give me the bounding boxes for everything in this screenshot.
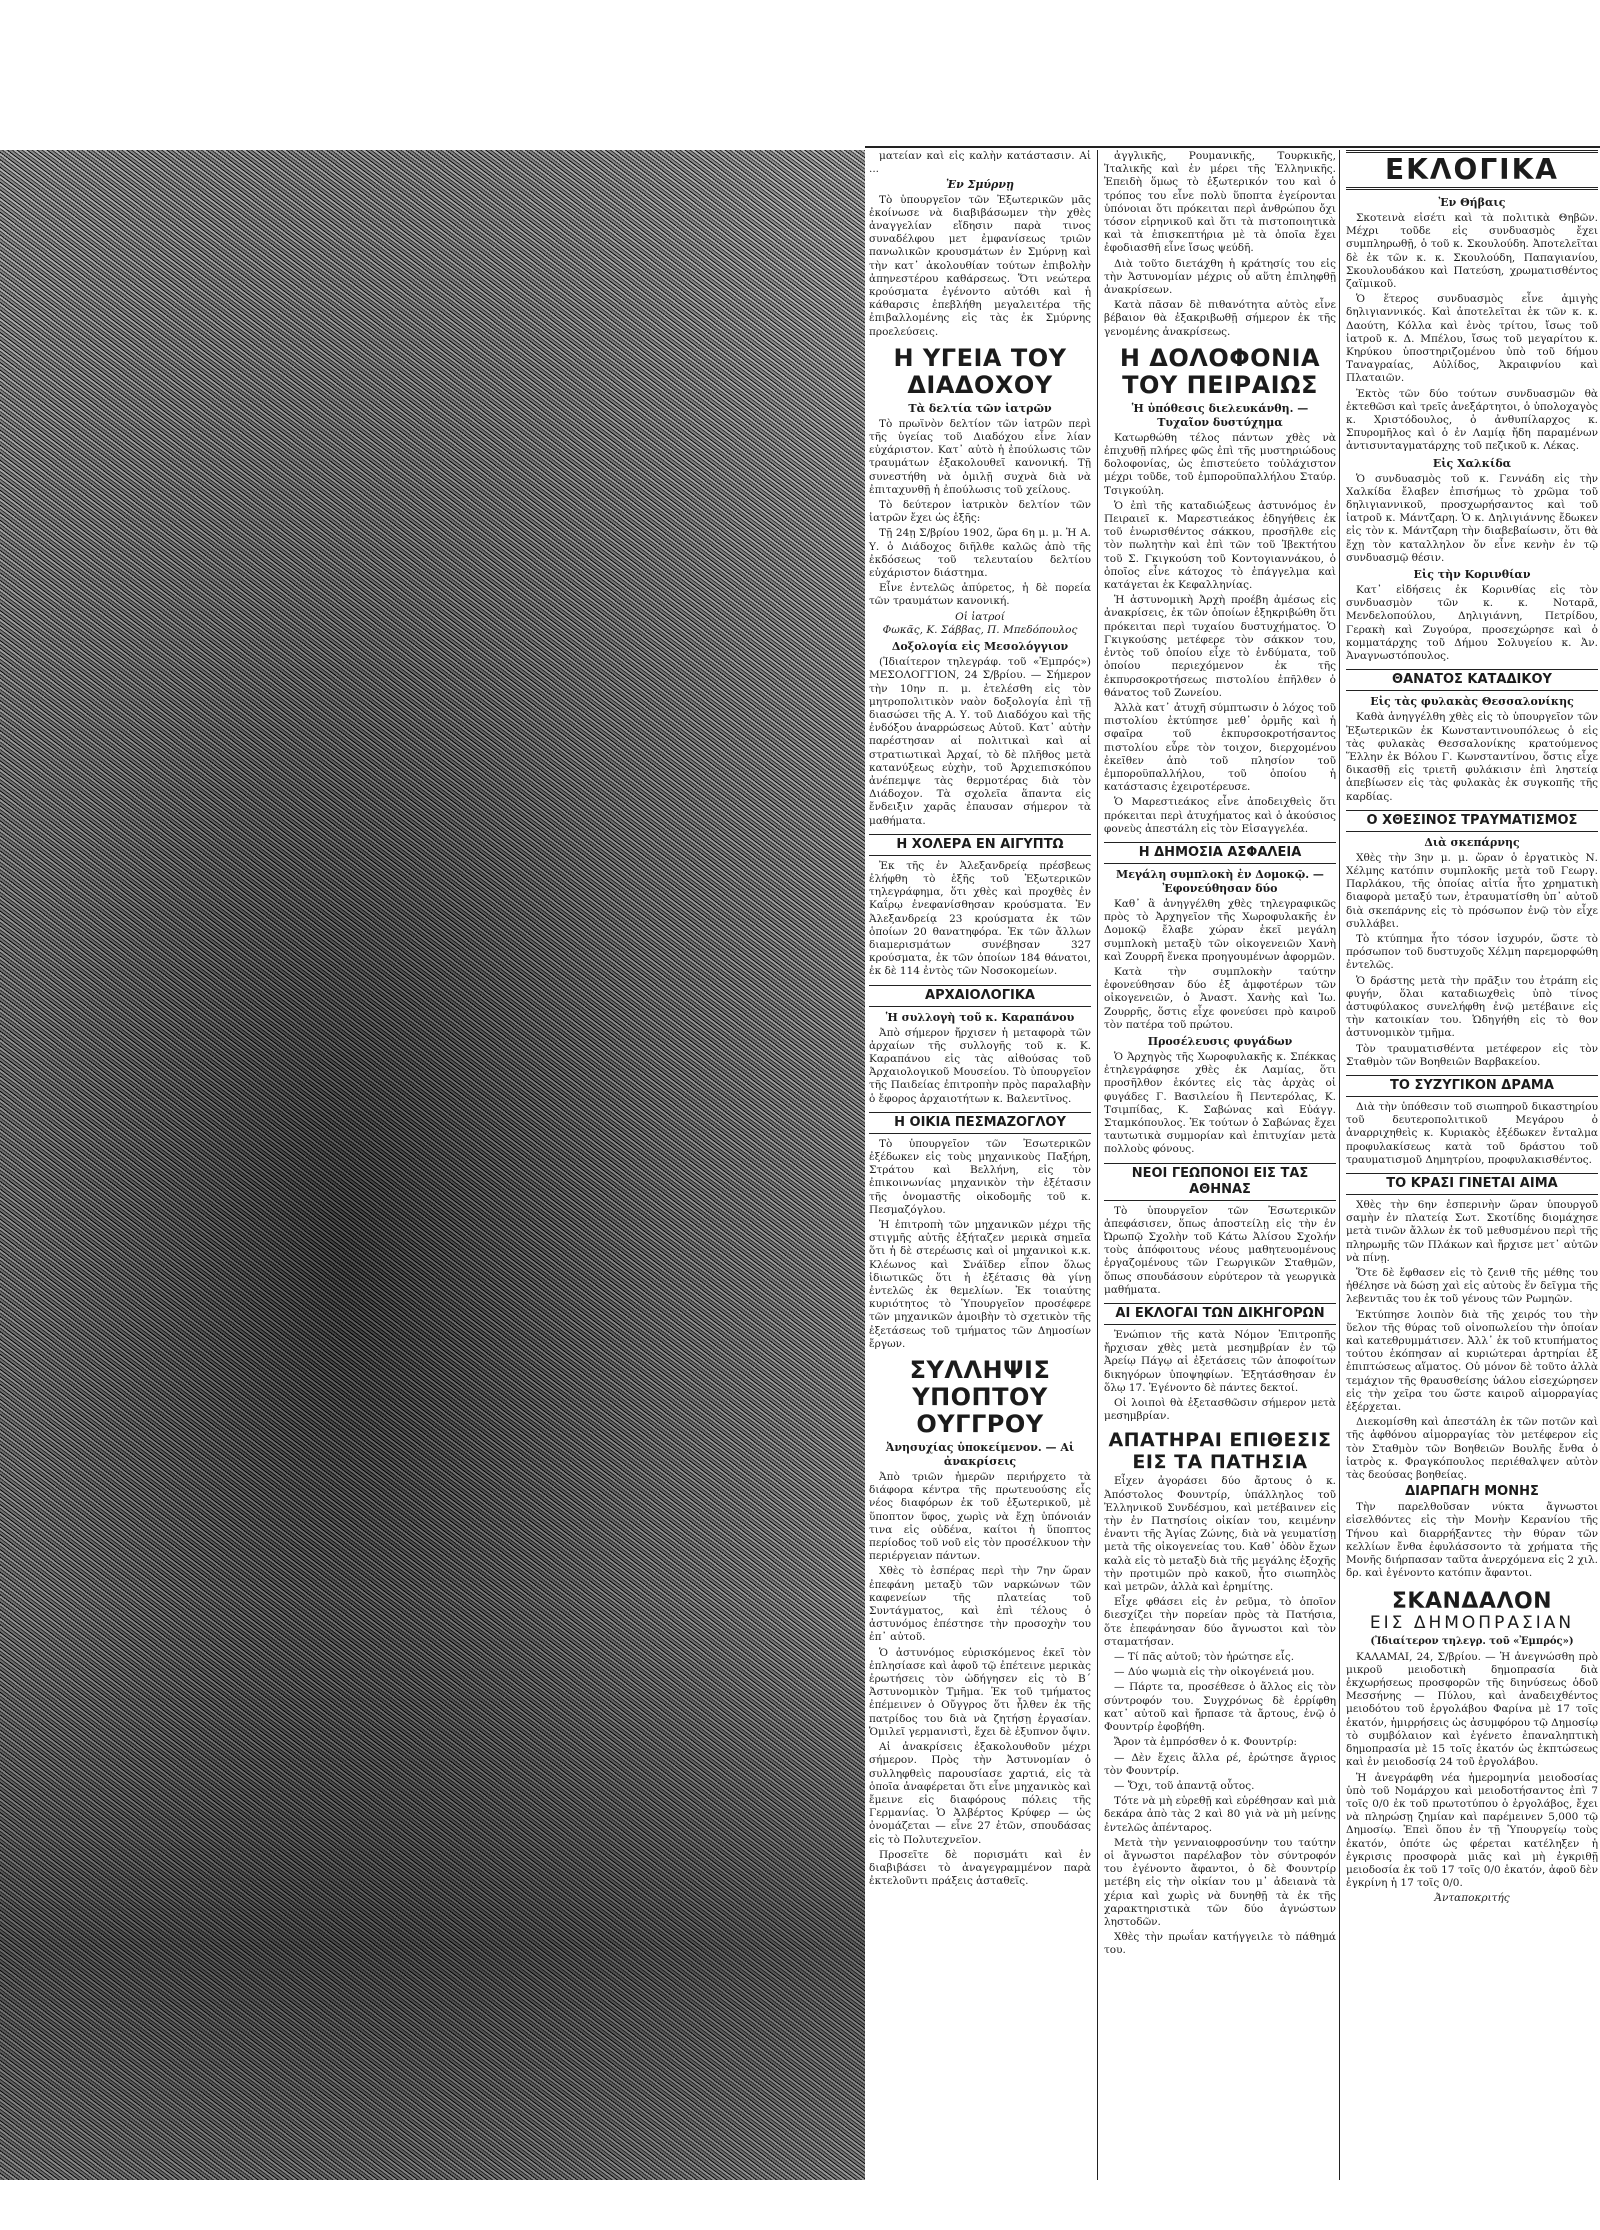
headline-scandal: ΣΚΑΝΔΑΛΟΝ: [1391, 1589, 1553, 1615]
sig-doctors-names: Φωκᾶς, Κ. Σάββας, Π. Μπεδόπουλος: [882, 623, 1078, 636]
c2-b1-0: Κατωρθώθη τέλος πάντων χθὲς νὰ ἐπιχυθῇ πλήρες φῶς ἐπὶ τῆς μυστηριώδους δολοφονίας, ὡς ἐπιστεύετο τοὐλάχιστον μέχρι τοῦδε, τοῦ ἐμποροϋπαλλήλου Σταύρ. Τσιγκούλη.: [1104, 431, 1336, 497]
headline-archaeology: ΑΡΧΑΙΟΛΟΓΙΚΑ: [869, 985, 1091, 1007]
c2-b6-9: Μετὰ τὴν γενναιοφροσύνην του ταύτην οἱ ἄγνωστοι παρέλαβον τὸν σύντροφόν του ἐγένοντο ἄφαντοι, ὁ δὲ Φουντρίρ μετέβη εἰς τὴν οἰκίαν του μ᾿ ἀδειανὰ τὰ χέρια καὶ χωρὶς νὰ δυνηθῇ τὰ ἐκ τῆς χαρακτηριστικὰ τῶν δύο ἀγνώστων ληστοδῶν.: [1104, 1836, 1336, 1928]
c2-b5-0: Ἐνώπιον τῆς κατὰ Νόμον Ἐπιτροπῆς ἤρχισαν χθὲς μετὰ μεσημβρίαν ἐν τῷ Ἀρείῳ Πάγῳ αἱ ἐξετάσεις τῶν ἀποφοίτων δικηγόρων ὑποψηφίων. Ἐξητάσθησαν ἐν ὅλῳ 17. Ἐγένοντο δὲ πάντες δεκτοί.: [1104, 1329, 1336, 1394]
c3-b1-1: Ὁ ἕτερος συνδυασμὸς εἶνε ἀμιγὴς δηλιγιαννικός. Καὶ ἀποτελεῖται ἐκ τῶν κ. κ. Δαούτη, Κόλλα καὶ ἑνὸς τρίτου, ἴσως τοῦ ἰατροῦ κ. Δ. Μπέλου, ἴσως τοῦ μεγαρίτου κ. Κηρύκου ὑποστηριζομένου ὑπὸ τοῦ δήμου Ταναγραίας, Αὐλίδος, Ἀκραιφνίου καὶ Πλαταιῶν.: [1346, 293, 1598, 385]
sig-correspondent: Ἀνταποκριτής: [1434, 1892, 1510, 1905]
c1-b1-2: Τῇ 24ῃ Σ/βρίου 1902, ὥρα 6η μ. μ. Ἡ Α. Υ. ὁ Διάδοχος διῆλθε καλῶς ἀπὸ τῆς ἐκδόσεως τοῦ τελευταίου δελτίου εὐχάριστον διάστημα.: [869, 527, 1091, 580]
c1-b1-0: Τὸ πρωϊνὸν δελτίον τῶν ἰατρῶν περὶ τῆς ὑγείας τοῦ Διαδόχου εἶνε λίαν εὐχάριστον. Κατ᾿ αὐτὸ ἡ ἐπούλωσις τῶν τραυμάτων ἐξακολουθεῖ κανονική. Τῇ συνεστήθη νὰ ὁμιλῇ συχνὰ διὰ νὰ ἐπιταχυνθῇ ἡ ἐπούλωσις τοῦ χείλους.: [869, 417, 1091, 496]
c2-b1-1: Ὁ ἐπὶ τῆς καταδιώξεως ἀστυνόμος ἐν Πειραιεῖ κ. Μαρεστιεάκος ἐδηγήθεις ἐκ τοῦ ἐνωρισθέντος σάκκου, προσῆλθε εἰς τὸν πωλητὴν καὶ ἐπὶ τῶν τοῦ Ἰβεκτήτου τοῦ Σ. Γκιγκούση τοῦ Κοντογιαννάκου, ὁ ὁποῖος εἶνε κάτοχος τὸ ἐπάγγελμα καὶ κατάγεται ἐκ Κεφαλληνίας.: [1104, 499, 1336, 592]
c1-b6-2: Ὁ ἀστυνόμος εὐρισκόμενος ἐκεῖ τὸν ἐπλησίασε καὶ ἀφοῦ τῷ ἐπέτεινε μερικὰς ἐρωτήσεις τὸν ὡδήγησεν εἰς τὸ Β΄ Ἀστυνομικὸν Τμῆμα. Ἐκ τοῦ τμήματος ἐπέμεινεν ὁ Οὔγγρος ὅτι ἦλθεν ἐκ τῆς πατρίδος του διὰ νὰ ζητήσῃ ἐργασίαν. Ὁμιλεῖ γερμανιστὶ, ἔχει δὲ ἐξυπνον ὄψιν.: [869, 1646, 1091, 1738]
c3-b7-1: Ὅτε δὲ ἔφθασεν εἰς τὸ ζενιθ τῆς μέθης του ἠθέλησε νὰ δώσῃ χαὶ εἰς αὐτοὺς ἕν δεῖγμα τῆς λεβεντιᾶς του ἐκ τοῦ γένους τῶν Ρωμηῶν.: [1346, 1267, 1598, 1306]
c1-intro-0: ματείαν καὶ εἰς καλὴν κατάστασιν. Αἱ ...: [869, 150, 1091, 176]
newspaper-page: [865, 150, 1600, 2180]
headline-convict-death: ΘΑΝΑΤΟΣ ΚΑΤΑΔΙΚΟΥ: [1346, 669, 1598, 691]
headline-wounding: Ο ΧΘΕΣΙΝΟΣ ΤΡΑΥΜΑΤΙΣΜΟΣ: [1346, 810, 1598, 832]
column-3: [1339, 150, 1600, 2180]
c1-intro-sub: Ἐν Σμύρνῃ: [946, 178, 1014, 192]
c1-b6-4: Προσεῖτε δὲ πορισμάτι καὶ ἐν διαβιβάσει τὸ ἀναγεγραμμένον παρὰ ἐκτελοῦντι πράξεις ἀσταθεῖς.: [869, 1848, 1091, 1888]
headline-lawyers: ΑΙ ΕΚΛΟΓΑΙ ΤΩΝ ΔΙΚΗΓΟΡΩΝ: [1104, 1303, 1336, 1325]
c2-b6-10: Χθὲς τὴν πρωΐαν κατήγγειλε τὸ πάθημά του.: [1104, 1931, 1336, 1957]
c2-b6-1: Εἶχε φθάσει εἰς ἐν ρεῦμα, τὸ ὁποῖον διεσχίζει τὴν πορείαν πρὸς τὰ Πατήσια, ὅτε ἐπεφάνησαν δύο ἄγνωστοι καὶ τὸν σταματήσαν.: [1104, 1596, 1336, 1648]
c1-b3-0: Ἐκ τῆς ἐν Ἀλεξανδρείᾳ πρέσβεως ἐλήφθη τὸ ἑξῆς τοῦ Ἐξωτερικῶν τηλεγράφημα, ὅτι χθὲς καὶ προχθὲς ἐν Καΐρῳ ἐνεφανίσθησαν κρούσματα. Ἐν Ἀλεξανδρείᾳ 23 κρούσματα ἐκ τῶν ὁποίων 20 θανατηφόρα. Ἐκ τῶν ἄλλων διαμερισμάτων συνέβησαν 327 κρούσματα, ἐκ τῶν ὁποίων 184 θάνατοι, ἐκ δὲ 114 ἐντὸς τῶν Νοσοκομείων.: [869, 859, 1091, 978]
column-1: [865, 150, 1097, 2180]
sub-health: Τὰ δελτία τῶν ἰατρῶν: [908, 401, 1052, 415]
c2-b2-0: Καθ᾿ ἃ ἀνηγγέλθη χθὲς τηλεγραφικῶς πρὸς τὸ Ἀρχηγεῖον τῆς Χωροφυλακῆς ἐν Δομοκῷ ἔλαβε χώραν ἐκεῖ μεγάλη συμπλοκὴ μεταξὺ τῶν οἰκογενειῶν Χανὴ καὶ Ζουρρῆ ἕνεκα προηγουμένων ἀφορμῶν.: [1104, 897, 1336, 963]
sig-doctors: Οἱ ἰατροί: [955, 610, 1005, 623]
c3-b4-0: Καθὰ ἀνηγγέλθη χθὲς εἰς τὸ ὑπουργεῖον τῶν Ἐξωτερικῶν ἐκ Κωνσταντινουπόλεως ὁ εἰς τὰς φυλακὰς Θεσσαλονίκης κρατούμενος Ἕλλην ἐκ Βόλου Γ. Κωνσταντίνου, ὅστις εἶχε δικασθῇ εἰς τριετῆ φυλάκισιν ἐπὶ ληστείᾳ ἀπεβίωσεν εἰς τὰς φυλακὰς ἐκ συγκοπῆς τῆς καρδίας.: [1346, 711, 1598, 803]
c1-intro-2: Τὸ ὑπουργεῖον τῶν Ἐξωτερικῶν μᾶς ἐκοίνωσε νὰ διαβιβάσωμεν τὴν χθὲς ἀναγγελίαν εἴδησιν παρὰ τινος συναδέλφου μετ ἐμφανίσεως τριῶν πανωλικῶν κρουσμάτων ἐν Σμύρνῃ καὶ τὴν κατ᾿ ἀκολουθίαν τούτων ἐπιβολὴν ἀπηνεστέρου καθάρσεως. Ὅτι νεώτερα κρούσματα ἐγένοντο αὐτόθι καὶ ἡ κάθαρσις ἐπεβλήθη μεγαλειτέρα τῆς ἐπιβαλλομένης εἰς τὰς ἐκ Σμύρνης προελεύσεις.: [869, 193, 1091, 338]
headline-monastery: ΔΙΑΡΠΑΓΗ ΜΟΝΗΣ: [1405, 1484, 1539, 1500]
headline-pesmazoglou: Η ΟΙΚΙΑ ΠΕΣΜΑΖΟΓΛΟΥ: [869, 1112, 1091, 1134]
c2-b6-2: — Τί πᾶς αὐτοῦ; τὸν ἠρώτησε εἷς.: [1114, 1651, 1295, 1664]
c3-b6-0: Διὰ τὴν ὑπόθεσιν τοῦ σιωπηροῦ δικαστηρίου τοῦ δευτεροπολιτικοῦ Μεγάρου ὁ ἀναρριχηθεὶς κ. Κυριακὸς ἐξέδωκεν ἔνταλμα προφυλακίσεως κατὰ τοῦ δράστου τοῦ τραυματισμοῦ Δημητρίου, προφυλακισθέντος.: [1346, 1100, 1598, 1166]
c2-b5-1: Οἱ λοιποὶ θὰ ἐξετασθῶσιν σήμερον μετὰ μεσημβρίαν.: [1104, 1397, 1336, 1423]
c2-b4-0: Τὸ ὑπουργεῖον τῶν Ἐσωτερικῶν ἀπεφάσισεν, ὅπως ἀποστείλῃ εἰς τὴν ἐν Ὠρωπῷ Σχολὴν τοῦ Κάτω Ἀλίσου Σχολήν τοὺς ἀπόφοιτους νέους μαθητευομένους ἐργαζομένους τῶν Γεωργικῶν Σταθμῶν, ὅπως σπουδάσουν εὐρύτερον τὰ γεωργικὰ μαθήματα.: [1104, 1204, 1336, 1296]
headline-patisia: ΑΠΑΤΗΡΑΙ ΕΠΙΘΕΣΙΣ ΕΙΣ ΤΑ ΠΑΤΗΣΙΑ: [1108, 1429, 1332, 1474]
sub-fugitives: Προσέλευσις φυγάδων: [1147, 1034, 1293, 1048]
c1-b6-3: Αἱ ἀνακρίσεις ἐξακολουθοῦν μέχρι σήμερον. Πρὸς τὴν Ἀστυνομίαν ὁ συλληφθεὶς παρουσίασε χαρτιά, εἰς τὰ ὁποῖα ἀναφέρεται ὅτι εἶνε μηχανικὸς καὶ ἔμεινε εἰς διαφόρους πόλεις τῆς Γερμανίας. Ὁ Ἀλβέρτος Κρύφερ — ὡς ὀνομάζεται — εἶνε 27 ἐτῶν, σπουδάσας εἰς τὸ Πολυτεχνεῖον.: [869, 1741, 1091, 1846]
sub-axe: Διὰ σκεπάρνης: [1424, 835, 1520, 849]
scan-shadow: [0, 1600, 865, 2180]
c2-b2-1: Κατὰ τὴν συμπλοκὴν ταύτην ἐφονεύθησαν δύο ἐξ ἀμφοτέρων τῶν οἰκογενειῶν, ὁ Ἀναστ. Χανὴς καὶ Ἰω. Ζουρρῆς, ὅστις εἶχε φονεύσει πρὸ καιροῦ τὸν πατέρα τοῦ πρώτου.: [1104, 965, 1336, 1031]
c3-b1-2: Ἐκτὸς τῶν δύο τούτων συνδυασμῶν θὰ ἐκτεθῶσι καὶ τρεῖς ἀνεξάρτητοι, ὁ ὑπολοχαγὸς κ. Χριστόδουλος, ὁ ἀνθυπίλαρχος κ. Σπυρομῆλος καὶ ὁ ἐν Λαμίᾳ ἤδη παραμένων ἀντισυνταγματάρχης τοῦ πεζικοῦ κ. Λέκας.: [1346, 387, 1598, 453]
c2-b1-4: Ὁ Μαρεστιεάκος εἶνε ἀποδειχθεὶς ὅτι πρόκειται περὶ ἀτυχήματος καὶ ὁ ἀκούσιος φονεὺς ἀπεστάλη εἰς τὸν Εἰσαγγελέα.: [1104, 796, 1336, 835]
c3-b3-0: Κατ᾿ εἰδήσεις ἐκ Κορινθίας εἰς τὸν συνδυασμὸν τῶν κ. κ. Νοταρᾶ, Μενδελοπούλου, Δηλιγιάννη, Πετρίδου, Γερακὴ καὶ Ζυγούρα, προσεχώρησε καὶ ὁ κομματάρχης τοῦ Δήμου Σολυγείου κ. Ἀν. Ἀναγνωστόπουλος.: [1346, 584, 1598, 663]
headline-wine: ΤΟ ΚΡΑΣΙ ΓΙΝΕΤΑΙ ΑΙΜΑ: [1346, 1173, 1598, 1195]
c2-intro-0: ἀγγλικῆς, Ρουμανικῆς, Τουρκικῆς, Ἰταλικῆς καὶ ἐν μέρει τῆς Ἑλληνικῆς. Ἐπειδὴ ὅμως τὸ ἐξωτερικόν του καὶ ὁ τρόπος του εἶνε πολὺ ὕποπτα ἐγείρονται ὑπόνοιαι ὅτι πρόκειται περὶ ἀνθρώπου ὄχι τόσον εἰρηνικοῦ καὶ ὅτι τὰ πιστοποιητικὰ καὶ τὰ ἐπισκεπτήρια μὲ τὰ ὁποῖα ἔχει ἐφοδιασθῆ εἶνε ἴσως ψεύδῆ.: [1104, 150, 1336, 255]
c3-b1-0: Σκοτεινὰ εἰσέτι καὶ τὰ πολιτικὰ Θηβῶν. Μέχρι τοῦδε εἰς συνδυασμὸς ἔχει συμπληρωθῇ, ὁ τοῦ κ. Σκουλούδη. Ἀποτελεῖται δὲ ἐκ τῶν κ. κ. Σκουλούδη, Παπαγιανίου, Σκουλουδάκου καὶ Πατεύση, χρωματισθέντος ζαϊμικοῦ.: [1346, 212, 1598, 291]
headline-arrest: ΣΥΛΛΗΨΙΣ ΥΠΟΠΤΟΥ ΟΥΓΓΡΟΥ: [909, 1356, 1051, 1439]
c3-b5-3: Τὸν τραυματισθέντα μετέφερον εἰς τὸν Σταθμὸν τῶν Βοηθειῶν Βαρβακείου.: [1346, 1042, 1598, 1068]
c1-b6-0: Ἀπὸ τριῶν ἡμερῶν περιήρχετο τὰ διάφορα κέντρα τῆς πρωτευούσης εἷς νέος διαφόρων ἐκ τοῦ ἐξωτερικοῦ, μὲ ὕποπτον ὕφος, χωρὶς νὰ ἔχῃ ὑπόνοιάν τινα εἰς οὐδένα, καίτοι ἡ ὕποπτος περίοδος τοῦ νοῦ εἰς τὸν προσέλκυον τὴν περιέργειαν πάντων.: [869, 1471, 1091, 1563]
c1-b1-1: Τὸ δεύτερον ἰατρικὸν δελτίον τῶν ἰατρῶν ἔχει ὡς ἑξῆς:: [869, 499, 1091, 525]
c2-b6-4: — Πάρτε τα, προσέθεσε ὁ ἄλλος εἰς τὸν σύντροφόν του. Συγχρόνως δὲ ἐρρίφθη κατ᾿ αὐτοῦ καὶ ἤρπασε τὰ ἄρτους, ἐνῷ ὁ Φουντρίρ ἐφοβήθη.: [1104, 1681, 1336, 1734]
c1-b1-3: Εἶνε ἐντελῶς ἀπύρετος, ἡ δὲ πορεία τῶν τραυμάτων κανονική.: [869, 582, 1091, 608]
c2-intro-1: Διὰ τοῦτο διετάχθη ἡ κράτησίς του εἰς τὴν Ἀστυνομίαν μέχρις οὗ αὕτη ἐπιληφθῇ ἀνακρίσεων.: [1104, 257, 1336, 297]
c2-b1-3: Ἀλλὰ κατ᾿ ἀτυχῆ σύμπτωσιν ὁ λόχος τοῦ πιστολίου ἐκτύπησε μεθ᾿ ὁρμῆς καὶ ἡ σφαῖρα τοῦ ἐκπυρσοκροτήσαντος πιστολίου εὗρε τὸν τοιχον, διερχομένου ἐκεῖθεν ἀπὸ τοῦ πλησίον τοῦ ἐμποροϋπαλλήλου, τοῦ ὁποίου ἡ κατάστασις ἐχειροτέρευσε.: [1104, 701, 1336, 794]
sub-arrest: Ἀνησυχίας ὑποκείμενον. — Αἱ ἀνακρίσεις: [885, 1441, 1075, 1469]
headline-piraeus: Η ΔΟΛΟΦΟΝΙΑ ΤΟΥ ΠΕΙΡΑΙΩΣ: [1119, 343, 1321, 399]
c2-b1-2: Ἡ ἀστυνομικὴ Ἀρχὴ προέβη ἀμέσως εἰς ἀνακρίσεις, ἐκ τῶν ὁποίων ἐξηκριβώθη ὅτι πρόκειται περὶ τυχαίου δυστυχήματος. Ὁ Γκιγκούσης μετέφερε τὸν σάκκον του, ἐντὸς τοῦ ὁποίου εἶχε τὸ ἐνδύματα, τοῦ ὁποίου περιεχόμενον ἐκ τῆς ἐκπυρσοκροτήσεως πιστολίου ἐπῆλθεν ὁ θάνατος τοῦ Ζωνείου.: [1104, 594, 1336, 699]
sub-domokos: Μεγάλη συμπλοκὴ ἐν Δομοκῷ. — Ἐφονεύθησαν δύο: [1116, 867, 1324, 895]
c3-b2-0: Ὁ συνδυασμὸς τοῦ κ. Γεννάδη εἰς τὴν Χαλκίδα ἔλαβεν ἐπισήμως τὸ χρῶμα τοῦ δηλιγιαννικοῦ, προσχωρήσαντος καὶ τοῦ ἰατροῦ κ. Μάντζαρη. Ὁ κ. Δηλιγιάννης ἔδωκεν εἰς τὸν κ. Μάντζαρη τὴν διαβεβαίωσιν, ὅτι θὰ ἔχῃ τὸν καταλληλον ὅν εἶνε κενὴν ἐν τῷ συνδυασμῷ θέσιν.: [1346, 472, 1598, 564]
headline-scandal-sub: ΕΙΣ ΔΗΜΟΠΡΑΣΙΑΝ: [1369, 1613, 1575, 1634]
c3-b5-0: Χθὲς τὴν 3ην μ. μ. ὥραν ὁ ἐργατικὸς Ν. Χέλμης κατόπιν συμπλοκῆς μετὰ τοῦ Γεωργ. Παρλάκου, τῆς ὁποίας αἰτία ἦτο χρηματικὴ διαφορὰ μεταξύ των, ἐτραυματίσθη ὑπ᾿ αὐτοῦ διὰ σκεπάρνης εἰς τὸ πρόσωπον ἐνῷ τὸν εἶχε συλλάβει.: [1346, 851, 1598, 930]
c3-b7-3: Διεκομίσθη καὶ ἀπεστάλη ἐκ τῶν ποτῶν καὶ τῆς ἀφθόνου αἱμορραγίας τὸν μετέφερον εἰς τὸν Σταθμὸν τῶν Βοηθειῶν Βουλῆς ἔνθα ὁ ἰατρὸς κ. Φραγκόπουλος περιέθαλψεν αὐτὸν τὰς δεούσας βοηθείας.: [1346, 1416, 1598, 1482]
c2-b6-3: — Δύο ψωμιὰ εἰς τὴν οἰκογένειά μου.: [1114, 1666, 1315, 1679]
headline-cholera: Η ΧΟΛΕΡΑ ΕΝ ΑΙΓΥΠΤΩ: [869, 834, 1091, 856]
c3-b8-0: Τὴν παρελθοῦσαν νύκτα ἄγνωστοι εἰσελθόντες εἰς τὴν Μονὴν Κερανίου τῆς Τήνου καὶ διαρρήξαντες τὴν θύραν τῶν κελλίων ἔνθα ἐφυλάσσοντο τὰ χρήματα τῆς Μονῆς διήρπασαν ταῦτα ἀνερχόμενα εἰς 2 χιλ. δρ. καὶ ἐγένοντο κατόπιν ἄφαντοι.: [1346, 1501, 1598, 1580]
sub-thessaloniki: Εἰς τὰς φυλακὰς Θεσσαλονίκης: [1370, 695, 1574, 709]
c3-b9-2: Ἡ ἀνεγράφθη νέα ἡμερομηνία μειοδοσίας ὑπὸ τοῦ Νομάρχου καὶ μειοδοτήσαντος ἐπὶ 7 τοῖς 0/0 ἐκ τοῦ πρωτοτύπου ὁ ἐργολάβος, ἔχει νὰ πληρώσῃ ζημίαν καὶ παρέμεινεν 5,000 τῷ Δημοσίῳ. Ἐπεὶ ὅπου ἐν τῇ Ὑπουργείῳ τοὺς ἑκατόν, ὁπότε ὡς φέρεται κατέληξεν ἡ ἐγκρισις προσφορὰ μιᾶς καὶ μὴ ἐγκριθῇ μειοδοσία ἐκ τοῦ 17 τοῖς 0/0 ἑκατόν, ἀφοῦ δὲν ἐγκρίνη ἡ 17 τοῖς 0/0.: [1346, 1771, 1598, 1890]
c3-b9-1: ΚΑΛΑΜΑΙ, 24, Σ/βρίου. — Ἡ ἀνεγνώσθη πρὸ μικροῦ μειοδοτικὴ δημοπρασία διὰ ἐκχωρήσεως προσφορῶν τῆς διηνύσεως ὁδοῦ Μεσσήνης — Πύλου, καὶ ἀναδειχθέντος μειοδότου τοῦ ἐργολάβου Φαρίνα μὲ 17 τοῖς ἑκατόν, ἡμιρρήσεις ὡς ἀσυμφόρου τῷ Δημοσίῳ τὸ συμβόλαιον καὶ ἐγένετο ἐπαναληπτικὴ δημοπρασία μὲ 15 τοῖς ἑκατόν ὡς ἐκπτώσεως καὶ ἐν μειοδοσίᾳ 24 τοῦ ἐργολάβου.: [1346, 1650, 1598, 1769]
c1-b4-0: Ἀπὸ σήμερον ἤρχισεν ἡ μεταφορὰ τῶν ἀρχαίων τῆς συλλογῆς τοῦ κ. Κ. Καραπάνου εἰς τὰς αἰθούσας τοῦ Ἀρχαιολογικοῦ Μουσείου. Τὸ ὑπουργεῖον τῆς Παιδείας ἐπιτροπὴν πρὸς παραλαβὴν ὁ ἔφορος ἀρχαιοτήτων κ. Βαλεντῖνος.: [869, 1026, 1091, 1105]
headline-agronomists: ΝΕΟΙ ΓΕΩΠΟΝΟΙ ΕΙΣ ΤΑΣ ΑΘΗΝΑΣ: [1104, 1163, 1336, 1201]
headline-drama: ΤΟ ΣΥΖΥΓΙΚΟΝ ΔΡΑΜΑ: [1346, 1075, 1598, 1097]
column-2: [1097, 150, 1342, 2180]
top-rule: [865, 146, 1600, 148]
c2-b3-0: Ὁ Ἀρχηγὸς τῆς Χωροφυλακῆς κ. Σπέκκας ἐτηλεγράφησε χθὲς ἐκ Λαμίας, ὅτι προσῆλθον ἑκόντες εἰς τὰς ἀρχὰς οἱ φυγάδες Γ. Βασιλείου ἢ Πεντερόλας, Κ. Τσιμπίδας, Κ. Σαβώνας καὶ Εὐάγγ. Σταμκόπουλος. Ἐκ τούτων ὁ Σαβώνας ἔχει ταυτωτικὰ συμμορίαν καὶ ἐπιτυχίαν μετὰ πολλοὺς φόνους.: [1104, 1050, 1336, 1156]
c2-b6-6: — Δὲν ἔχεις ἄλλα ρέ, ἐρώτησε ἄγριος τὸν Φουντρίρ.: [1104, 1751, 1336, 1777]
headline-health: Η ΥΓΕΙΑ ΤΟΥ ΔΙΑΔΟΧΟΥ: [893, 343, 1067, 399]
c1-b2-0: (Ἰδιαίτερον τηλεγράφ. τοῦ «Ἐμπρός») ΜΕΣΟΛΟΓΓΙΟΝ, 24 Σ/βρίου. — Σήμερον τὴν 10ην π. μ. ἐτελέσθη εἰς τὸν μητροπολιτικὸν ναὸν δοξολογία ἐπὶ τῇ διασώσει τῆς Α. Υ. τοῦ Διαδόχου καὶ τῆς ἐνδόξου ἀναρρώσεως Αὐτοῦ. Κατ᾿ αὐτὴν παρέστησαν αἱ πολιτικαὶ καὶ αἱ στρατιωτικαὶ Ἀρχαί, τὸ δὲ πλῆθος μετὰ κατανύξεως εὐχὴν, τοῦ Ἀρχιεπισκόπου ἀνέπεμψε τὰς θερμοτέρας διὰ τὸν Διάδοχον. Τὰ σχολεῖα ἅπαντα εἰς ἔνδειξιν χαρᾶς ἐπαυσαν σήμερον τὰ μαθήματα.: [869, 656, 1091, 827]
c1-b5-1: Ἡ ἐπιτροπὴ τῶν μηχανικῶν μέχρι τῆς στιγμῆς αὐτῆς ἐξήταζεν μερικὰ σημεῖα ὅτι ἡ δὲ στερέωσις καὶ οἱ μηχανικοὶ κ.κ. Κλέωνος καὶ Σνάϊδερ εἶπον ὅλως ἰδιωτικῶς ὅτι ἡ ἐξέτασις θὰ γίνῃ ἐντελῶς ἐκ θεμελίων. Ἐκ τοιαύτης κυριότητος τὸ Ὑπουργεῖον προσέφερε τῶν μηχανικῶν ἀμοιβὴν τὸ σχετικὸν τῆς ἐξετάσεως τοῦ τμήματος τῶν Δημοσίων ἔργων.: [869, 1219, 1091, 1350]
sub-corinth: Εἰς τὴν Κορινθίαν: [1413, 568, 1531, 582]
c2-b6-5: Ἄρον τὰ ἐμπρόσθεν ὁ κ. Φουντρίρ:: [1114, 1736, 1298, 1749]
c2-b6-8: Τότε νὰ μὴ εὑρεθῇ καὶ εὑρέθησαν καὶ μιὰ δεκάρα ἀπὸ τὰς 2 καὶ 80 γιὰ νὰ μὴ μείνῃς ἐντελῶς ἀπένταρος.: [1104, 1795, 1336, 1834]
c1-b5-0: Τὸ ὑπουργεῖον τῶν Ἐσωτερικῶν ἐξέδωκεν εἰς τοὺς μηχανικοὺς Παξήρη, Στράτου καὶ Βελλήνη, εἰς τὸν ἐπικοινωνίας μηχανικὸν τὴν ἐξέτασιν τῆς ὀνομαστῆς οἰκοδομῆς τοῦ κ. Πεσμαζόγλου.: [869, 1137, 1091, 1216]
sub-mesolongi: Δοξολογία εἰς Μεσολόγγιον: [891, 640, 1069, 654]
c3-b7-2: Ἐκτύπησε λοιπὸν διὰ τῆς χειρός του τὴν ὕελον τῆς θύρας τοῦ οἰνοπωλείου τὴν ὁποίαν καὶ κατεθρυμμάτισεν. Ἀλλ᾿ ἐκ τοῦ κτυπήματος τούτου ἐκόπησαν αἱ κυριώτεραι ἀρτηρίαι ἐξ ἐπιπτώσεως αἵματος. Οὐ μόνον δὲ τοῦτο ἀλλὰ τεμάχιον τῆς θραυσθείσης ὑάλου εἰσεχώρησεν εἰς τὴν χεῖρα του ὥστε καιροῦ αἱμορραγίας ἐξέρχεται.: [1346, 1308, 1598, 1414]
headline-safety: Η ΔΗΜΟΣΙΑ ΑΣΦΑΛΕΙΑ: [1104, 842, 1336, 864]
scandal-source: (Ἰδιαίτερον τηλεγρ. τοῦ «Ἐμπρός»): [1370, 1635, 1574, 1647]
c2-intro-2: Κατὰ πᾶσαν δὲ πιθανότητα αὐτὸς εἶνε βέβαιον θὰ ἐξακριβωθῇ σήμερον ἐκ τῆς γενομένης ἀνακρίσεως.: [1104, 299, 1336, 338]
sub-thebes: Ἐν Θήβαις: [1438, 196, 1506, 209]
sub-karapanos: Ἡ συλλογὴ τοῦ κ. Καραπάνου: [885, 1010, 1075, 1024]
c2-b6-7: — Ὄχι, τοῦ ἀπαντᾷ οὗτος.: [1114, 1779, 1255, 1792]
c1-b6-1: Χθὲς τὸ ἑσπέρας περὶ τὴν 7ην ὥραν ἐπεφάνη μεταξὺ τῶν ναρκώνων τῶν καφενείων τῆς πλατείας τοῦ Συντάγματος, καὶ ἐπὶ τέλους ὁ ἀστυνόμος ἐπέστησε τὴν προσοχὴν του ἐπ᾿ αὐτοῦ.: [869, 1565, 1091, 1644]
sub-chalkida: Εἰς Χαλκίδα: [1432, 456, 1512, 470]
c3-b5-1: Τὸ κτύπημα ἦτο τόσον ἰσχυρόν, ὥστε τὸ πρόσωπον τοῦ δυστυχοῦς Χέλμη παρεμορφώθη ἐντελῶς.: [1346, 932, 1598, 972]
c3-b7-0: Χθὲς τὴν 6ην ἑσπερινὴν ὥραν ὑπουργοῦ σαμὴν ἐν πλατείᾳ Σωτ. Σκοτίδης διομάχησε μετὰ τινῶν ἄλλων ἐκ τοῦ μεθυσμένου περὶ τῆς πληρωμῆς τῶν Πλάκων καὶ ἤρχισε μετ᾿ αὐτῶν νὰ πίνῃ.: [1346, 1198, 1598, 1264]
masthead-elections: ΕΚΛΟΓΙΚΑ: [1346, 150, 1598, 190]
c3-b5-2: Ὁ δράστης μετὰ τὴν πρᾶξιν του ἐτράπη εἰς φυγήν, ὅλαι καταδιωχθεὶς ὑπὸ τίνος ἀστυφύλακος συνελήφθη ἐνῷ μετέβαινε εἰς τὴν κατοικίαν του. Ὡδηγήθη εἰς τὸ θον ἀστυνομικὸν τμῆμα.: [1346, 974, 1598, 1040]
c2-b6-0: Εἶχεν ἀγοράσει δύο ἄρτους ὁ κ. Ἀπόστολος Φουντρίρ, ὑπάλληλος τοῦ Ἐλληνικοῦ Συνδέσμου, καὶ μετέβαινεν εἰς τὴν ἐν Πατησίοις οἰκίαν του, κειμένην ἐναντι τῆς Ἁγίας Ζώνης, διὰ νὰ γευματίσῃ μετὰ τῆς οἰκογενείας του. Καθ᾿ ὁδὸν ἔχων καλὰ εἰς τὸ μεταξὺ διὰ τῆς μεγάλης ἐξοχῆς τὴν προτιμῶν πρὸ κακοῦ, ἦτο σιωπηλὸς καὶ μετρῶν, ἀλλὰ καὶ ἐρημίτης.: [1104, 1475, 1336, 1594]
sub-piraeus: Ἡ ὑπόθεσις διελευκάνθη. — Τυχαῖον δυστύχημα: [1131, 401, 1309, 429]
